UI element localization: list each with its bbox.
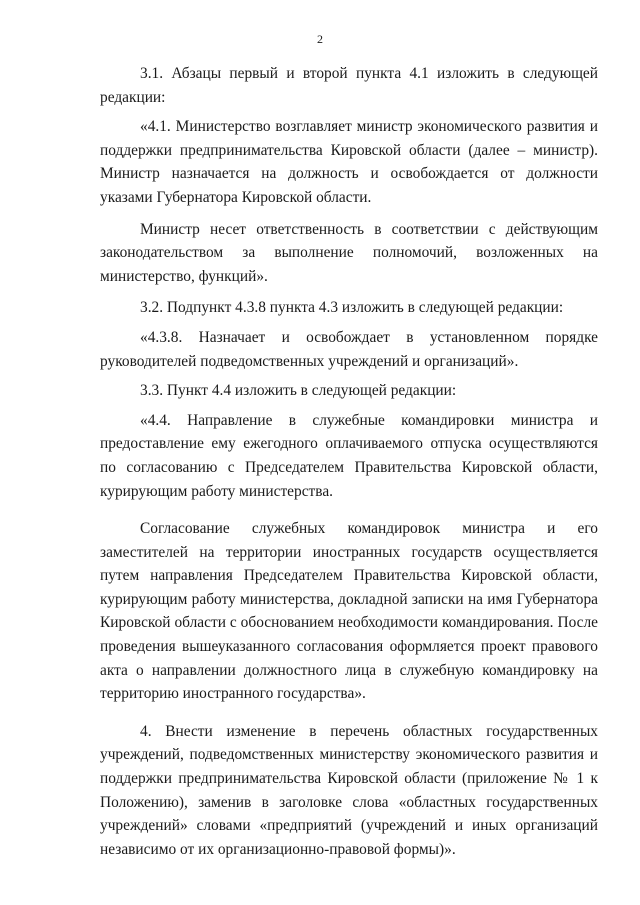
paragraph-4: 4. Внести изменение в перечень областных государственных учреждений, подведомственных министерству экономического развития и поддержки предпринимательства Кировской области (приложение № 1 к Положению), заменив в заголовке слова «областных государственных учреждений» словами «предприятий (учреждений и иных организаций независимо от их организационно-правовой формы)». [100, 722, 598, 858]
paragraph-minister-responsibility: Министр несет ответственность в соответствии с действующим законодательством за выполнение полномочий, возложенных на министерство, функций». [100, 220, 598, 285]
page-number: 2 [317, 32, 323, 46]
paragraph-3-2: 3.2. Подпункт 4.3.8 пункта 4.3 изложить в следующей редакции: [140, 299, 564, 317]
paragraph-4-1-quote: «4.1. Министерство возглавляет министр экономического развития и поддержки предпринимательства Кировской области (далее – министр). Министр назначается на должность и освобождается от должности указами Губернатора Кировской области. [100, 118, 598, 206]
paragraph-foreign-trips: Согласование служебных командировок министра и его заместителей на территории иностранных государств осуществляется путем направления Председателем Правительства Кировской области, курирующим работу министерства, докладной записки на имя Губернатора Кировской области с обоснованием необходимости командирования. После проведения вышеуказанного согласования оформляется проект правового акта о направлении должностного лица в служебную командировку на территорию иностранного государства». [100, 520, 598, 703]
paragraph-4-4-quote: «4.4. Направление в служебные командировки министра и предоставление ему ежегодного оплачиваемого отпуска осуществляются по согласованию с Председателем Правительства Кировской области, курирующим работу министерства. [100, 411, 598, 500]
paragraph-3-1: 3.1. Абзацы первый и второй пункта 4.1 изложить в следующей редакции: [100, 65, 598, 106]
document-body [100, 62, 598, 861]
paragraph-3-3: 3.3. Пункт 4.4 изложить в следующей редакции: [140, 382, 457, 400]
paragraph-4-3-8-quote: «4.3.8. Назначает и освобождает в установленном порядке руководителей подведомственных учреждений и организаций». [100, 328, 598, 370]
